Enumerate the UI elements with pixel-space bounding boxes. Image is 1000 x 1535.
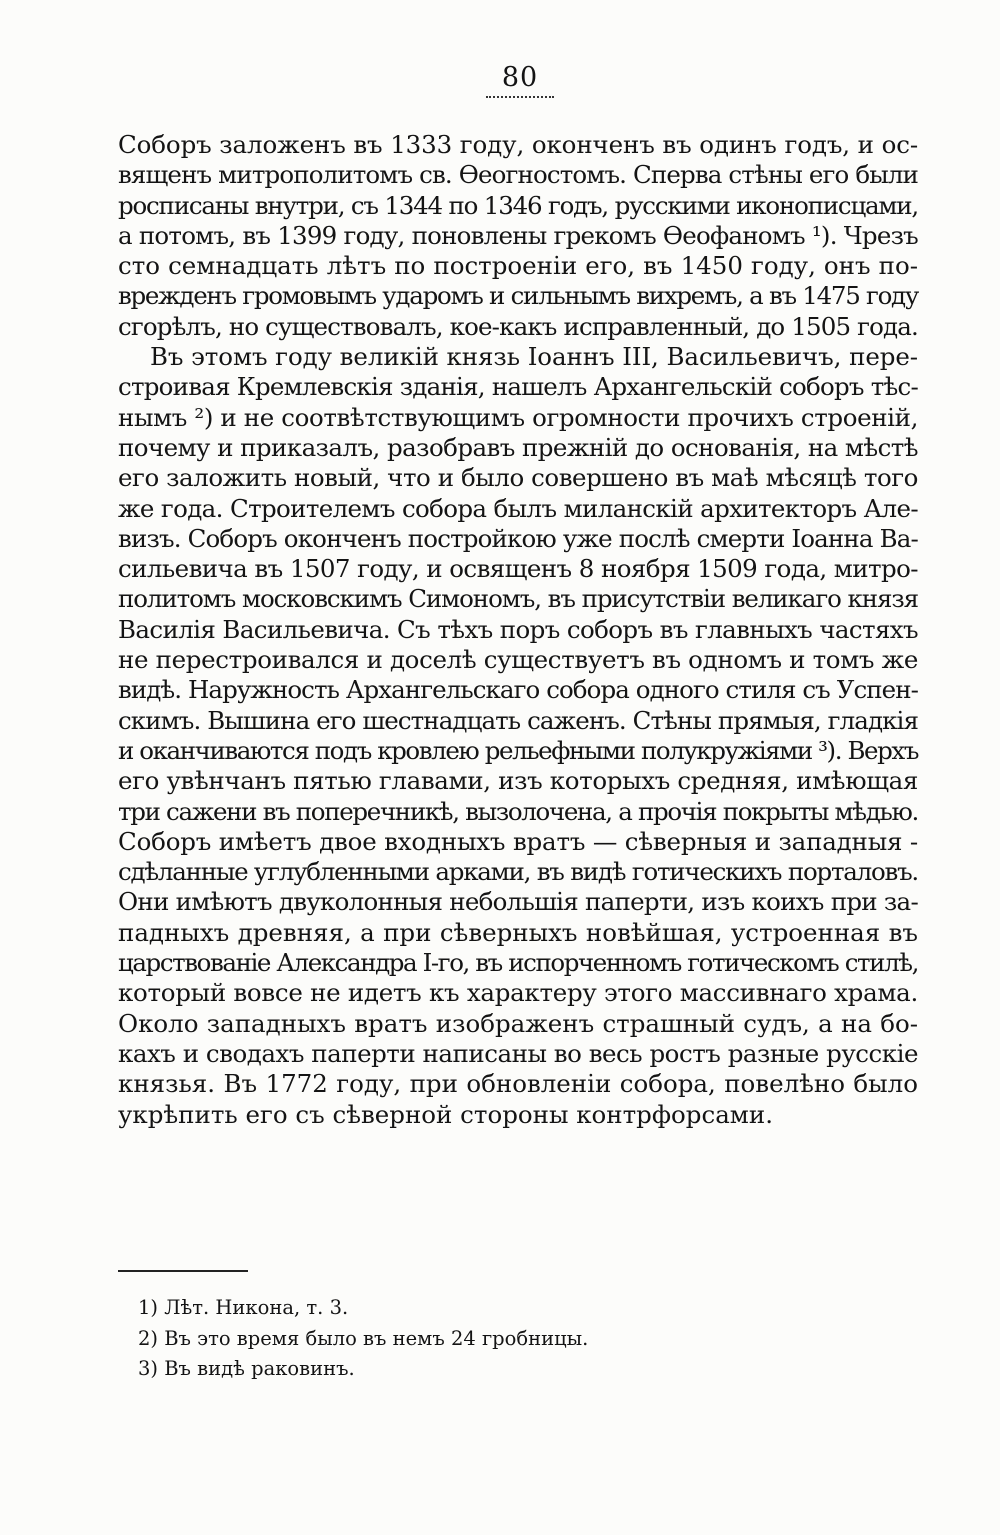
text-line: сильевича въ 1507 году, и освященъ 8 ноября 1509 года, митро- bbox=[118, 554, 918, 584]
text-line: росписаны внутри, съ 1344 по 1346 годъ, русскими иконописцами, bbox=[118, 190, 918, 220]
footnotes bbox=[138, 1293, 838, 1385]
text-line: сто семнадцать лѣтъ по построеніи его, въ 1450 году, онъ по- bbox=[118, 251, 918, 281]
text-line: строивая Кремлевскія зданія, нашелъ Архангельскій соборъ тѣс- bbox=[118, 372, 918, 402]
text-line: сгорѣлъ, но существовалъ, кое-какъ исправленный, до 1505 года. bbox=[118, 311, 918, 341]
text-line: а потомъ, въ 1399 году, поновлены грекомъ Өеофаномъ ¹). Чрезъ bbox=[118, 220, 918, 250]
text-line: визъ. Соборъ оконченъ постройкою уже послѣ смерти Іоанна Ва- bbox=[118, 523, 918, 553]
text-line: вященъ митрополитомъ св. Өеогностомъ. Сперва стѣны его были bbox=[118, 160, 918, 190]
text-line: князья. Въ 1772 году, при обновленіи собора, повелѣно было bbox=[118, 1069, 918, 1099]
text-line: царствованіе Александра I-го, въ испорченномъ готическомъ стилѣ, bbox=[118, 948, 918, 978]
text-line: и оканчиваются подъ кровлею рельефными полукружіями ³). Верхъ bbox=[118, 735, 918, 765]
text-line: укрѣпить его съ сѣверной стороны контрфорсами. bbox=[118, 1099, 773, 1129]
text-line: падныхъ древняя, а при сѣверныхъ новѣйшая, устроенная въ bbox=[118, 917, 918, 947]
text-line: три сажени въ поперечникѣ, вызолочена, а прочія покрыты мѣдью. bbox=[118, 796, 918, 826]
footnote-separator bbox=[118, 1270, 248, 1272]
text-line: Они имѣютъ двуколонныя небольшія паперти, изъ коихъ при за- bbox=[118, 887, 918, 917]
text-line: его увѣнчанъ пятью главами, изъ которыхъ средняя, имѣющая bbox=[118, 766, 918, 796]
text-line: Въ этомъ году великій князь Іоаннъ III, Васильевичъ, пере- bbox=[150, 342, 918, 372]
text-line: видѣ. Наружность Архангельскаго собора одного стиля съ Успен- bbox=[118, 675, 918, 705]
footnote-3: 3) Въ видѣ раковинъ. bbox=[138, 1357, 355, 1380]
text-line: Василія Васильевича. Съ тѣхъ поръ соборъ въ главныхъ частяхъ bbox=[118, 614, 918, 644]
footnote-2: 2) Въ это время было въ немъ 24 гробницы. bbox=[138, 1326, 589, 1350]
text-line: сдѣланные углубленными арками, въ видѣ готическихъ порталовъ. bbox=[118, 857, 918, 887]
text-line: нымъ ²) и не соотвѣтствующимъ огромности прочихъ строеній, bbox=[118, 402, 918, 432]
text-line: кахъ и сводахъ паперти написаны во весь ростъ разные русскіе bbox=[118, 1038, 918, 1068]
page-number-underline bbox=[486, 96, 554, 98]
main-text bbox=[118, 130, 918, 1130]
text-line: политомъ московскимъ Симономъ, въ присутствіи великаго князя bbox=[118, 584, 918, 614]
text-line: врежденъ громовымъ ударомъ и сильнымъ вихремъ, а въ 1475 году bbox=[118, 281, 918, 311]
page-number: 80 bbox=[501, 62, 539, 93]
text-line: скимъ. Вышина его шестнадцать саженъ. Стѣны прямыя, гладкія bbox=[118, 705, 918, 735]
footnote-1: 1) Лѣт. Никона, т. 3. bbox=[138, 1296, 349, 1319]
text-line: Соборъ заложенъ въ 1333 году, оконченъ въ одинъ годъ, и ос- bbox=[118, 130, 918, 159]
text-line: же года. Строителемъ собора былъ миланскій архитекторъ Але- bbox=[118, 493, 918, 523]
text-line: не перестроивался и доселѣ существуетъ въ одномъ и томъ же bbox=[118, 645, 918, 675]
text-line: его заложить новый, что и было совершено въ маѣ мѣсяцѣ того bbox=[118, 463, 918, 493]
text-line: Около западныхъ вратъ изображенъ страшный судъ, а на бо- bbox=[118, 1008, 918, 1038]
text-line: который вовсе не идетъ къ характеру этого массивнаго храма. bbox=[118, 978, 918, 1008]
text-line: Соборъ имѣетъ двое входныхъ вратъ — сѣверныя и западныя - bbox=[118, 826, 918, 856]
text-line: почему и приказалъ, разобравъ прежній до основанія, на мѣстѣ bbox=[118, 432, 918, 462]
